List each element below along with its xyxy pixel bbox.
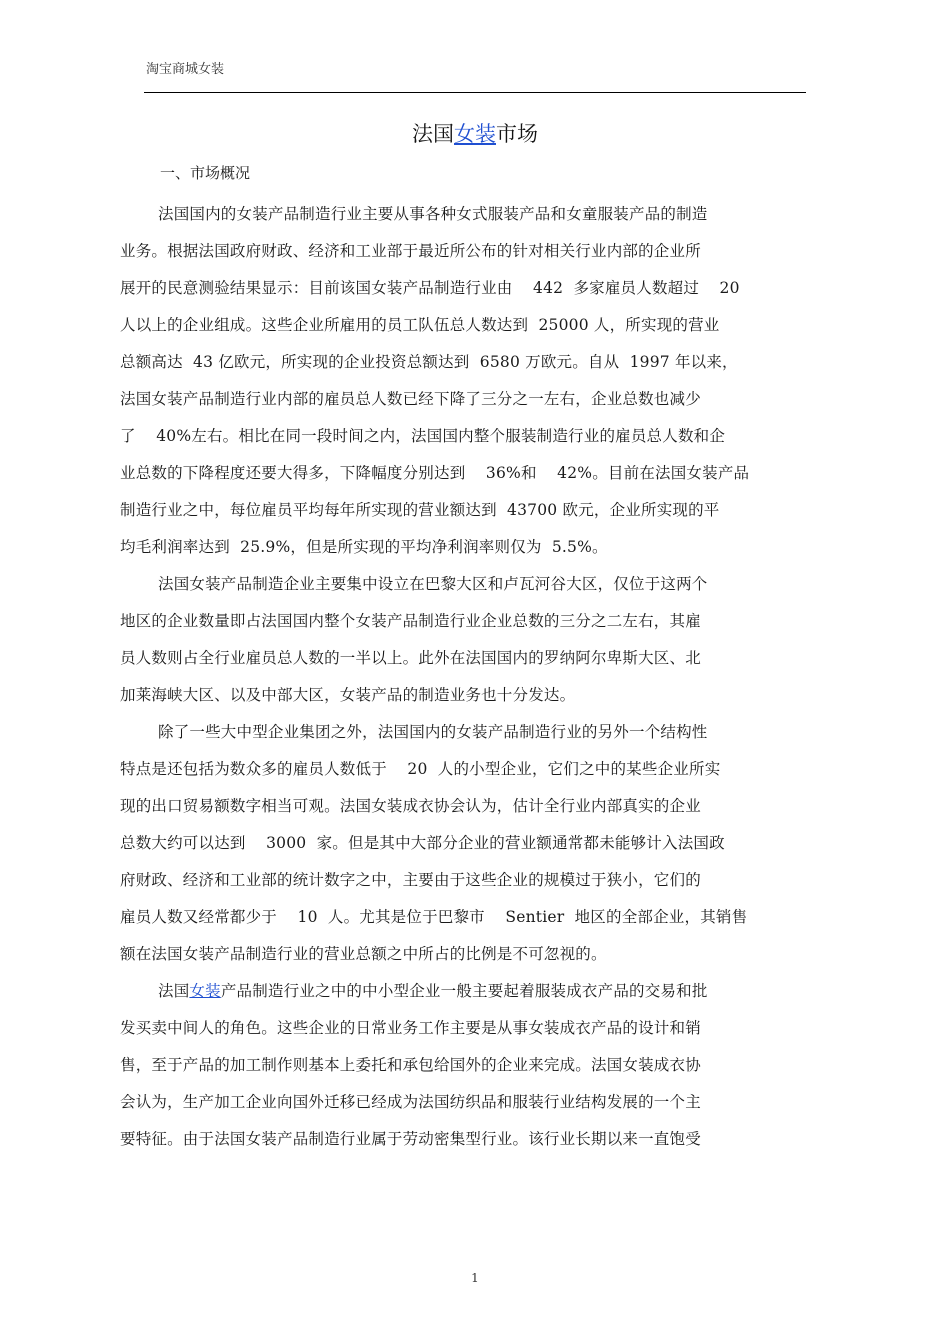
- paragraph-line: 除了一些大中型企业集团之外，法国国内的女装产品制造行业的另外一个结构性: [158, 723, 708, 741]
- page-number: 1: [471, 1271, 479, 1285]
- paragraph-line: 会认为，生产加工企业向国外迁移已经成为法国纺织品和服装行业结构发展的一个主: [120, 1093, 701, 1111]
- p4-link[interactable]: 女装: [189, 982, 221, 1000]
- paragraph-line: 制造行业之中，每位雇员平均每年所实现的营业额达到 43700 欧元，企业所实现的平: [120, 501, 720, 519]
- paragraph-line: [158, 979, 708, 1001]
- running-header: 淘宝商城女装: [146, 62, 225, 77]
- paragraph-line: 均毛利润率达到 25.9%，但是所实现的平均净利润率则仅为 5.5%。: [120, 538, 608, 556]
- title-suffix: 市场: [496, 122, 538, 146]
- section-heading: 一、市场概况: [160, 164, 251, 182]
- paragraph-line: 发买卖中间人的角色。这些企业的日常业务工作主要是从事女装成衣产品的设计和销: [120, 1019, 701, 1037]
- title-link[interactable]: 女装: [454, 122, 496, 146]
- paragraph-line: 展开的民意测验结果显示：目前该国女装产品制造行业由 442 多家雇员人数超过 20: [120, 279, 740, 297]
- paragraph-line: 要特征。由于法国女装产品制造行业属于劳动密集型行业。该行业长期以来一直饱受: [120, 1130, 701, 1148]
- paragraph-line: 地区的企业数量即占法国国内整个女装产品制造行业企业总数的三分之二左右，其雇: [120, 612, 701, 630]
- document-title: [0, 118, 950, 148]
- p4-suffix: 产品制造行业之中的中小型企业一般主要起着服装成衣产品的交易和批: [220, 982, 708, 1000]
- paragraph-line: 法国国内的女装产品制造行业主要从事各种女式服装产品和女童服装产品的制造: [158, 205, 708, 223]
- header-rule: [144, 92, 806, 93]
- title-prefix: 法国: [412, 122, 454, 146]
- paragraph-line: 雇员人数又经常都少于 10 人。尤其是位于巴黎市 Sentier 地区的全部企业，其销售: [120, 908, 748, 926]
- paragraph-line: 加莱海峡大区、以及中部大区，女装产品的制造业务也十分发达。: [120, 686, 576, 704]
- paragraph-line: 法国女装产品制造行业内部的雇员总人数已经下降了三分之一左右，企业总数也减少: [120, 390, 701, 408]
- paragraph-line: 人以上的企业组成。这些企业所雇用的员工队伍总人数达到 25000 人，所实现的营业: [120, 316, 720, 334]
- paragraph-line: 现的出口贸易额数字相当可观。法国女装成衣协会认为，估计全行业内部真实的企业: [120, 797, 701, 815]
- paragraph-line: 法国女装产品制造企业主要集中设立在巴黎大区和卢瓦河谷大区，仅位于这两个: [158, 575, 708, 593]
- paragraph-line: 府财政、经济和工业部的统计数字之中，主要由于这些企业的规模过于狭小，它们的: [120, 871, 701, 889]
- p4-prefix: 法国: [158, 982, 190, 1000]
- paragraph-line: 特点是还包括为数众多的雇员人数低于 20 人的小型企业，它们之中的某些企业所实: [120, 760, 721, 778]
- paragraph-line: 总数大约可以达到 3000 家。但是其中大部分企业的营业额通常都未能够计入法国政: [120, 834, 725, 852]
- paragraph-line: 售，至于产品的加工制作则基本上委托和承包给国外的企业来完成。法国女装成衣协: [120, 1056, 701, 1074]
- paragraph-line: 业务。根据法国政府财政、经济和工业部于最近所公布的针对相关行业内部的企业所: [120, 242, 701, 260]
- paragraph-line: 业总数的下降程度还要大得多，下降幅度分别达到 36%和 42%。目前在法国女装产品: [120, 464, 750, 482]
- paragraph-line: 了 40%左右。相比在同一段时间之内，法国国内整个服装制造行业的雇员总人数和企: [120, 427, 726, 445]
- paragraph-line: 总额高达 43 亿欧元，所实现的企业投资总额达到 6580 万欧元。自从 1997 年以来，: [120, 353, 738, 371]
- paragraph-line: 额在法国女装产品制造行业的营业总额之中所占的比例是不可忽视的。: [120, 945, 607, 963]
- paragraph-line: 员人数则占全行业雇员总人数的一半以上。此外在法国国内的罗纳阿尔卑斯大区、北: [120, 649, 701, 667]
